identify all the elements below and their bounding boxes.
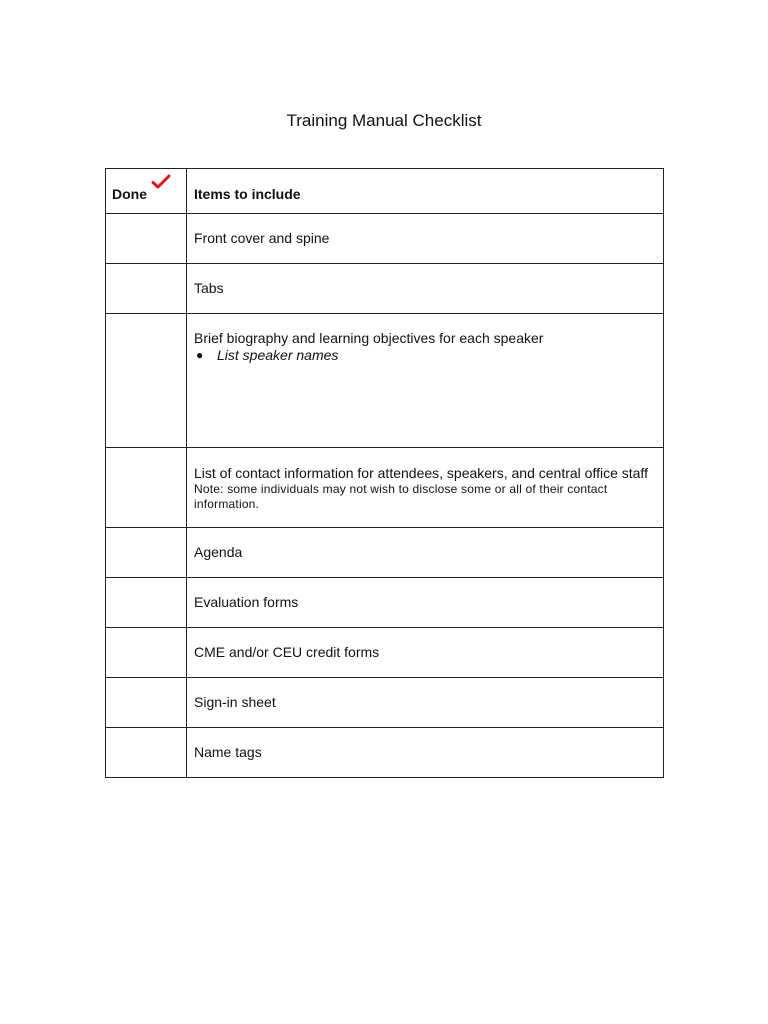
item-text: Sign-in sheet — [194, 694, 276, 710]
done-checkbox-cell[interactable] — [106, 448, 187, 528]
item-cell — [187, 448, 664, 528]
item-text: Brief biography and learning objectives for each speaker — [194, 330, 544, 346]
table-row — [106, 448, 664, 528]
item-cell — [187, 264, 664, 314]
bullet-icon: ● — [196, 348, 204, 362]
table-row — [106, 678, 664, 728]
checkmark-icon — [151, 174, 171, 190]
item-text: CME and/or CEU credit forms — [194, 644, 380, 660]
checklist-table — [105, 168, 664, 778]
items-column-header — [187, 169, 664, 214]
done-column-header — [106, 169, 187, 214]
items-header-label: Items to include — [194, 186, 301, 202]
done-checkbox-cell[interactable] — [106, 314, 187, 448]
item-cell — [187, 628, 664, 678]
done-header-label: Done — [112, 186, 147, 202]
done-checkbox-cell[interactable] — [106, 264, 187, 314]
item-cell — [187, 528, 664, 578]
done-checkbox-cell[interactable] — [106, 678, 187, 728]
table-header-row — [106, 169, 664, 214]
item-text: Name tags — [194, 744, 262, 760]
table-row — [106, 628, 664, 678]
table-row — [106, 728, 664, 778]
done-checkbox-cell[interactable] — [106, 578, 187, 628]
item-cell — [187, 314, 664, 448]
table-row — [106, 264, 664, 314]
item-cell — [187, 578, 664, 628]
item-text: Tabs — [194, 280, 224, 296]
done-checkbox-cell[interactable] — [106, 728, 187, 778]
done-checkbox-cell[interactable] — [106, 214, 187, 264]
item-text: List of contact information for attendees, speakers, and central office staff — [194, 465, 648, 481]
table-row — [106, 214, 664, 264]
table-row — [106, 314, 664, 448]
item-cell — [187, 214, 664, 264]
bullet-list-item — [194, 347, 657, 364]
bullet-text: List speaker names — [217, 347, 339, 363]
done-checkbox-cell[interactable] — [106, 528, 187, 578]
item-text: Evaluation forms — [194, 594, 299, 610]
page-title: Training Manual Checklist — [286, 111, 482, 130]
table-row — [106, 528, 664, 578]
item-text: Front cover and spine — [194, 230, 330, 246]
table-row — [106, 578, 664, 628]
item-cell — [187, 678, 664, 728]
item-note: Note: some individuals may not wish to disclose some or all of their contact information. — [194, 482, 608, 511]
done-checkbox-cell[interactable] — [106, 628, 187, 678]
item-text: Agenda — [194, 544, 243, 560]
item-cell — [187, 728, 664, 778]
